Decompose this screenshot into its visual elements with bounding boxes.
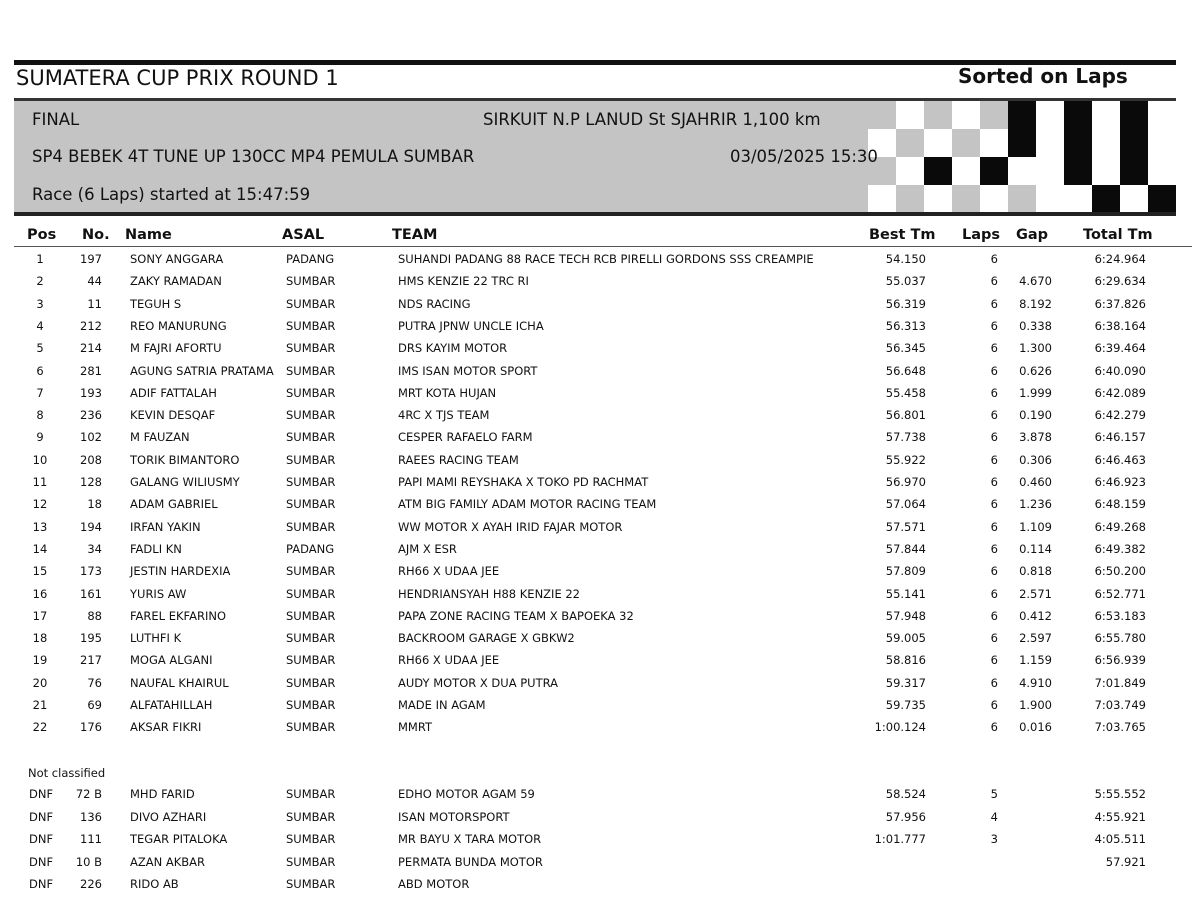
cell-total: 4:05.511 [1094,832,1146,846]
cell-pos: 2 [36,274,44,289]
cell-laps: 6 [990,653,998,668]
cell-no: 72 B [75,787,102,801]
cell-no: 161 [80,586,102,601]
cell-team: 4RC X TJS TEAM [398,408,490,423]
sort-label: Sorted on Laps [958,64,1128,88]
col-header-team: TEAM [392,227,438,243]
cell-name: MOGA ALGANI [130,653,213,668]
datetime-label: 03/05/2025 15:30 [730,147,878,166]
cell-total: 6:48.159 [1094,497,1146,512]
table-row [0,497,1204,519]
cell-no: 281 [80,363,102,378]
cell-total: 7:03.765 [1094,720,1146,735]
cell-total: 6:29.634 [1094,274,1146,289]
cell-best: 57.064 [885,497,926,512]
cell-pos: 9 [36,430,44,445]
cell-gap: 1.999 [1019,385,1052,400]
cell-asal: SUMBAR [286,274,336,289]
cell-team: MADE IN AGAM [398,698,486,712]
cell-gap: 0.338 [1019,318,1052,333]
cell-asal: SUMBAR [286,586,336,601]
table-row [0,319,1204,341]
cell-pos: 16 [32,586,48,601]
cell-gap: 3.878 [1019,430,1052,445]
cell-no: 10 B [75,854,102,869]
cell-name: SONY ANGGARA [130,252,224,266]
cell-team: BACKROOM GARAGE X GBKW2 [398,631,575,646]
cell-team: RAEES RACING TEAM [398,452,519,467]
cell-no: 226 [80,877,102,891]
cell-asal: SUMBAR [286,318,336,333]
cell-name: LUTHFI K [130,631,182,646]
cell-total: 6:37.826 [1094,296,1146,311]
cell-pos: 6 [36,363,44,378]
cell-total: 7:03.749 [1094,698,1146,712]
cell-name: ADIF FATTALAH [130,385,217,400]
col-header-best: Best Tm [869,227,936,243]
cell-pos: 20 [32,675,48,690]
cell-team: EDHO MOTOR AGAM 59 [398,787,535,801]
cell-asal: SUMBAR [286,296,336,311]
table-row [0,386,1204,408]
cell-pos: 12 [32,497,48,512]
cell-pos: DNF [29,809,54,824]
cell-gap: 8.192 [1019,296,1052,311]
cell-no: 76 [87,675,102,690]
not-classified-label: Not classified [28,766,106,780]
cell-name: ALFATAHILLAH [130,698,213,712]
cell-name: TEGUH S [130,296,182,311]
cell-total: 5:55.552 [1094,787,1146,801]
cell-team: MMRT [398,720,433,735]
table-row [0,430,1204,452]
cell-best: 57.738 [885,430,926,445]
cell-no: 136 [80,809,102,824]
table-row [0,297,1204,319]
cell-no: 197 [80,252,102,266]
col-header-no: No. [82,227,110,243]
cell-best: 56.319 [885,296,926,311]
cell-name: NAUFAL KHAIRUL [130,675,229,690]
cell-name: JESTIN HARDEXIA [130,564,231,579]
cell-no: 195 [80,631,102,646]
cell-laps: 6 [990,318,998,333]
cell-total: 6:46.923 [1094,475,1146,489]
cell-no: 236 [80,408,102,423]
cell-name: M FAJRI AFORTU [130,341,222,356]
cell-total: 6:53.183 [1094,608,1146,623]
band-bottom-rule [14,212,1176,216]
cell-pos: 17 [32,608,48,623]
cell-no: 208 [80,452,102,467]
cell-asal: SUMBAR [286,787,336,801]
cell-total: 6:24.964 [1094,252,1146,266]
cell-name: FAREL EKFARINO [130,608,227,623]
cell-team: RH66 X UDAA JEE [398,653,500,668]
cell-asal: PADANG [286,252,335,266]
cell-pos: 7 [36,385,44,400]
cell-no: 212 [80,318,102,333]
cell-name: M FAUZAN [130,430,190,445]
cell-name: RIDO AB [130,877,179,891]
cell-no: 193 [80,385,102,400]
cell-total: 6:40.090 [1094,363,1146,378]
cell-team: WW MOTOR X AYAH IRID FAJAR MOTOR [398,519,623,534]
cell-total: 6:55.780 [1094,631,1146,646]
cell-pos: 4 [36,318,44,333]
cell-pos: 8 [36,408,44,423]
cell-laps: 6 [990,252,998,266]
col-header-asal: ASAL [282,227,325,243]
cell-pos: 19 [32,653,48,668]
cell-asal: SUMBAR [286,720,336,735]
cell-gap: 1.159 [1019,653,1052,668]
cell-laps: 6 [990,720,998,735]
table-row [0,475,1204,497]
cell-no: 88 [87,608,102,623]
cell-gap: 1.900 [1019,698,1052,712]
cell-asal: SUMBAR [286,497,336,512]
cell-total: 6:46.463 [1094,452,1146,467]
cell-best: 56.345 [885,341,926,356]
cell-pos: 3 [36,296,44,311]
cell-gap: 0.412 [1019,608,1052,623]
cell-laps: 6 [990,608,998,623]
cell-gap: 0.460 [1019,475,1052,489]
cell-laps: 6 [990,274,998,289]
table-row [0,698,1204,720]
cell-laps: 6 [990,631,998,646]
cell-name: ADAM GABRIEL [130,497,218,512]
cell-pos: 18 [32,631,48,646]
cell-gap: 2.571 [1019,586,1052,601]
cell-gap: 1.109 [1019,519,1052,534]
cell-asal: SUMBAR [286,631,336,646]
cell-laps: 6 [990,385,998,400]
cell-team: HMS KENZIE 22 TRC RI [398,274,529,289]
cell-asal: SUMBAR [286,564,336,579]
cell-asal: SUMBAR [286,475,336,489]
cell-asal: SUMBAR [286,408,336,423]
table-row [0,720,1204,742]
cell-name: AZAN AKBAR [130,854,206,869]
cell-asal: SUMBAR [286,385,336,400]
cell-pos: 11 [32,475,48,489]
cell-laps: 3 [990,832,998,846]
cell-name: YURIS AW [130,586,187,601]
cell-asal: SUMBAR [286,608,336,623]
col-header-laps: Laps [962,227,1001,243]
cell-team: PERMATA BUNDA MOTOR [398,854,543,869]
table-row [0,877,1204,899]
cell-best: 56.970 [885,475,926,489]
header-rule [14,246,1192,247]
cell-laps: 6 [990,541,998,556]
page-title: SUMATERA CUP PRIX ROUND 1 [16,66,339,90]
table-row [0,542,1204,564]
cell-total: 6:50.200 [1094,564,1146,579]
cell-best: 57.809 [885,564,926,579]
col-header-gap: Gap [1016,227,1049,243]
cell-gap: 0.190 [1019,408,1052,423]
cell-laps: 6 [990,519,998,534]
cell-laps: 6 [990,698,998,712]
cell-team: IMS ISAN MOTOR SPORT [398,363,538,378]
cell-name: REO MANURUNG [130,318,227,333]
cell-total: 6:39.464 [1094,341,1146,356]
table-row [0,453,1204,475]
cell-team: NDS RACING [398,296,471,311]
cell-asal: SUMBAR [286,363,336,378]
cell-laps: 6 [990,475,998,489]
class-label: SP4 BEBEK 4T TUNE UP 130CC MP4 PEMULA SUMBAR [32,147,475,166]
cell-best: 57.844 [885,541,926,556]
cell-best: 57.956 [885,809,926,824]
cell-best: 57.948 [885,608,926,623]
cell-gap: 2.597 [1019,631,1052,646]
cell-no: 217 [80,653,102,668]
cell-team: AUDY MOTOR X DUA PUTRA [398,675,558,690]
cell-no: 69 [87,698,102,712]
cell-total: 6:42.089 [1094,385,1146,400]
cell-pos: DNF [29,854,54,869]
cell-pos: DNF [29,787,54,801]
cell-team: RH66 X UDAA JEE [398,564,500,579]
cell-gap: 1.300 [1019,341,1052,356]
cell-laps: 5 [990,787,998,801]
cell-team: ISAN MOTORSPORT [398,809,510,824]
table-row [0,564,1204,586]
cell-laps: 6 [990,363,998,378]
table-row [0,587,1204,609]
cell-total: 6:56.939 [1094,653,1146,668]
cell-best: 55.141 [885,586,926,601]
cell-team: PAPI MAMI REYSHAKA X TOKO PD RACHMAT [398,475,649,489]
cell-total: 6:49.382 [1094,541,1146,556]
col-header-name: Name [125,227,172,243]
cell-laps: 6 [990,341,998,356]
cell-total: 6:42.279 [1094,408,1146,423]
table-row [0,676,1204,698]
cell-pos: 10 [32,452,48,467]
cell-team: CESPER RAFAELO FARM [398,430,533,445]
cell-no: 111 [80,832,102,846]
circuit-label: SIRKUIT N.P LANUD St SJAHRIR 1,100 km [483,110,821,129]
col-header-pos: Pos [27,227,57,243]
cell-best: 56.313 [885,318,926,333]
table-row [0,653,1204,675]
cell-gap: 0.114 [1019,541,1052,556]
cell-pos: DNF [29,877,54,891]
table-row [0,855,1204,877]
cell-no: 44 [87,274,102,289]
cell-asal: SUMBAR [286,653,336,668]
table-row [0,832,1204,854]
cell-team: PAPA ZONE RACING TEAM X BAPOEKA 32 [398,608,634,623]
cell-gap: 0.016 [1019,720,1052,735]
table-row [0,341,1204,363]
cell-total: 4:55.921 [1094,809,1146,824]
cell-name: DIVO AZHARI [130,809,207,824]
cell-laps: 6 [990,452,998,467]
cell-total: 7:01.849 [1094,675,1146,690]
checkered-flag-pattern [868,101,1176,212]
cell-gap: 0.818 [1019,564,1052,579]
cell-pos: 22 [32,720,48,735]
race-info: Race (6 Laps) started at 15:47:59 [32,185,311,204]
cell-asal: PADANG [286,541,335,556]
cell-no: 34 [87,541,102,556]
cell-gap: 1.236 [1019,497,1052,512]
cell-laps: 6 [990,675,998,690]
table-row [0,274,1204,296]
cell-laps: 6 [990,586,998,601]
cell-team: HENDRIANSYAH H88 KENZIE 22 [398,586,580,601]
cell-team: AJM X ESR [398,541,457,556]
cell-asal: SUMBAR [286,877,336,891]
table-row [0,252,1204,274]
cell-team: ATM BIG FAMILY ADAM MOTOR RACING TEAM [398,497,657,512]
cell-pos: 13 [32,519,48,534]
cell-pos: 21 [32,698,48,712]
cell-name: IRFAN YAKIN [130,519,201,534]
cell-pos: 5 [36,341,44,356]
cell-total: 6:52.771 [1094,586,1146,601]
cell-total: 6:38.164 [1094,318,1146,333]
cell-laps: 6 [990,564,998,579]
cell-laps: 6 [990,296,998,311]
cell-total: 6:46.157 [1094,430,1146,445]
cell-total: 57.921 [1105,854,1146,869]
cell-laps: 6 [990,408,998,423]
cell-best: 1:01.777 [874,832,926,846]
cell-asal: SUMBAR [286,430,336,445]
cell-pos: 1 [36,252,44,266]
cell-pos: 14 [32,541,48,556]
cell-no: 214 [80,341,102,356]
cell-gap: 0.626 [1019,363,1052,378]
cell-team: MR BAYU X TARA MOTOR [398,832,542,846]
cell-gap: 0.306 [1019,452,1052,467]
cell-asal: SUMBAR [286,854,336,869]
session-label: FINAL [32,110,80,129]
cell-asal: SUMBAR [286,519,336,534]
cell-team: MRT KOTA HUJAN [398,385,497,400]
cell-team: DRS KAYIM MOTOR [398,341,508,356]
cell-best: 58.524 [885,787,926,801]
table-row [0,609,1204,631]
cell-best: 59.005 [885,631,926,646]
cell-team: SUHANDI PADANG 88 RACE TECH RCB PIRELLI GORDONS SSS CREAMPIE [398,252,814,266]
cell-name: MHD FARID [130,787,195,801]
table-row [0,364,1204,386]
cell-best: 58.816 [885,653,926,668]
col-header-total: Total Tm [1083,227,1153,243]
cell-asal: SUMBAR [286,452,336,467]
cell-name: AKSAR FIKRI [130,720,202,735]
cell-best: 1:00.124 [874,720,926,735]
cell-best: 56.801 [885,408,926,423]
cell-no: 11 [87,296,102,311]
cell-gap: 4.670 [1019,274,1052,289]
cell-name: TEGAR PITALOKA [130,832,228,846]
cell-best: 55.922 [885,452,926,467]
cell-best: 54.150 [885,252,926,266]
cell-no: 194 [80,519,102,534]
cell-total: 6:49.268 [1094,519,1146,534]
cell-name: KEVIN DESQAF [130,408,216,423]
table-row [0,631,1204,653]
cell-asal: SUMBAR [286,675,336,690]
cell-name: AGUNG SATRIA PRATAMA [130,363,274,378]
cell-name: TORIK BIMANTORO [130,452,240,467]
cell-gap: 4.910 [1019,675,1052,690]
cell-laps: 6 [990,497,998,512]
cell-asal: SUMBAR [286,832,336,846]
cell-name: ZAKY RAMADAN [130,274,222,289]
cell-no: 128 [80,475,102,489]
cell-name: GALANG WILIUSMY [130,475,240,489]
cell-laps: 6 [990,430,998,445]
cell-asal: SUMBAR [286,341,336,356]
cell-team: PUTRA JPNW UNCLE ICHA [398,318,544,333]
checkered-flag-icon [868,101,1176,212]
cell-best: 56.648 [885,363,926,378]
cell-no: 18 [87,497,102,512]
table-row [0,787,1204,809]
table-row [0,520,1204,542]
cell-team: ABD MOTOR [398,877,470,891]
cell-asal: SUMBAR [286,809,336,824]
cell-asal: SUMBAR [286,698,336,712]
cell-best: 59.317 [885,675,926,690]
cell-laps: 4 [990,809,998,824]
cell-best: 55.037 [885,274,926,289]
cell-best: 55.458 [885,385,926,400]
table-row [0,408,1204,430]
cell-pos: 15 [32,564,48,579]
cell-no: 176 [80,720,102,735]
table-row [0,810,1204,832]
cell-no: 173 [80,564,102,579]
cell-name: FADLI KN [130,541,182,556]
cell-best: 57.571 [885,519,926,534]
cell-no: 102 [80,430,102,445]
cell-best: 59.735 [885,698,926,712]
cell-pos: DNF [29,832,54,846]
